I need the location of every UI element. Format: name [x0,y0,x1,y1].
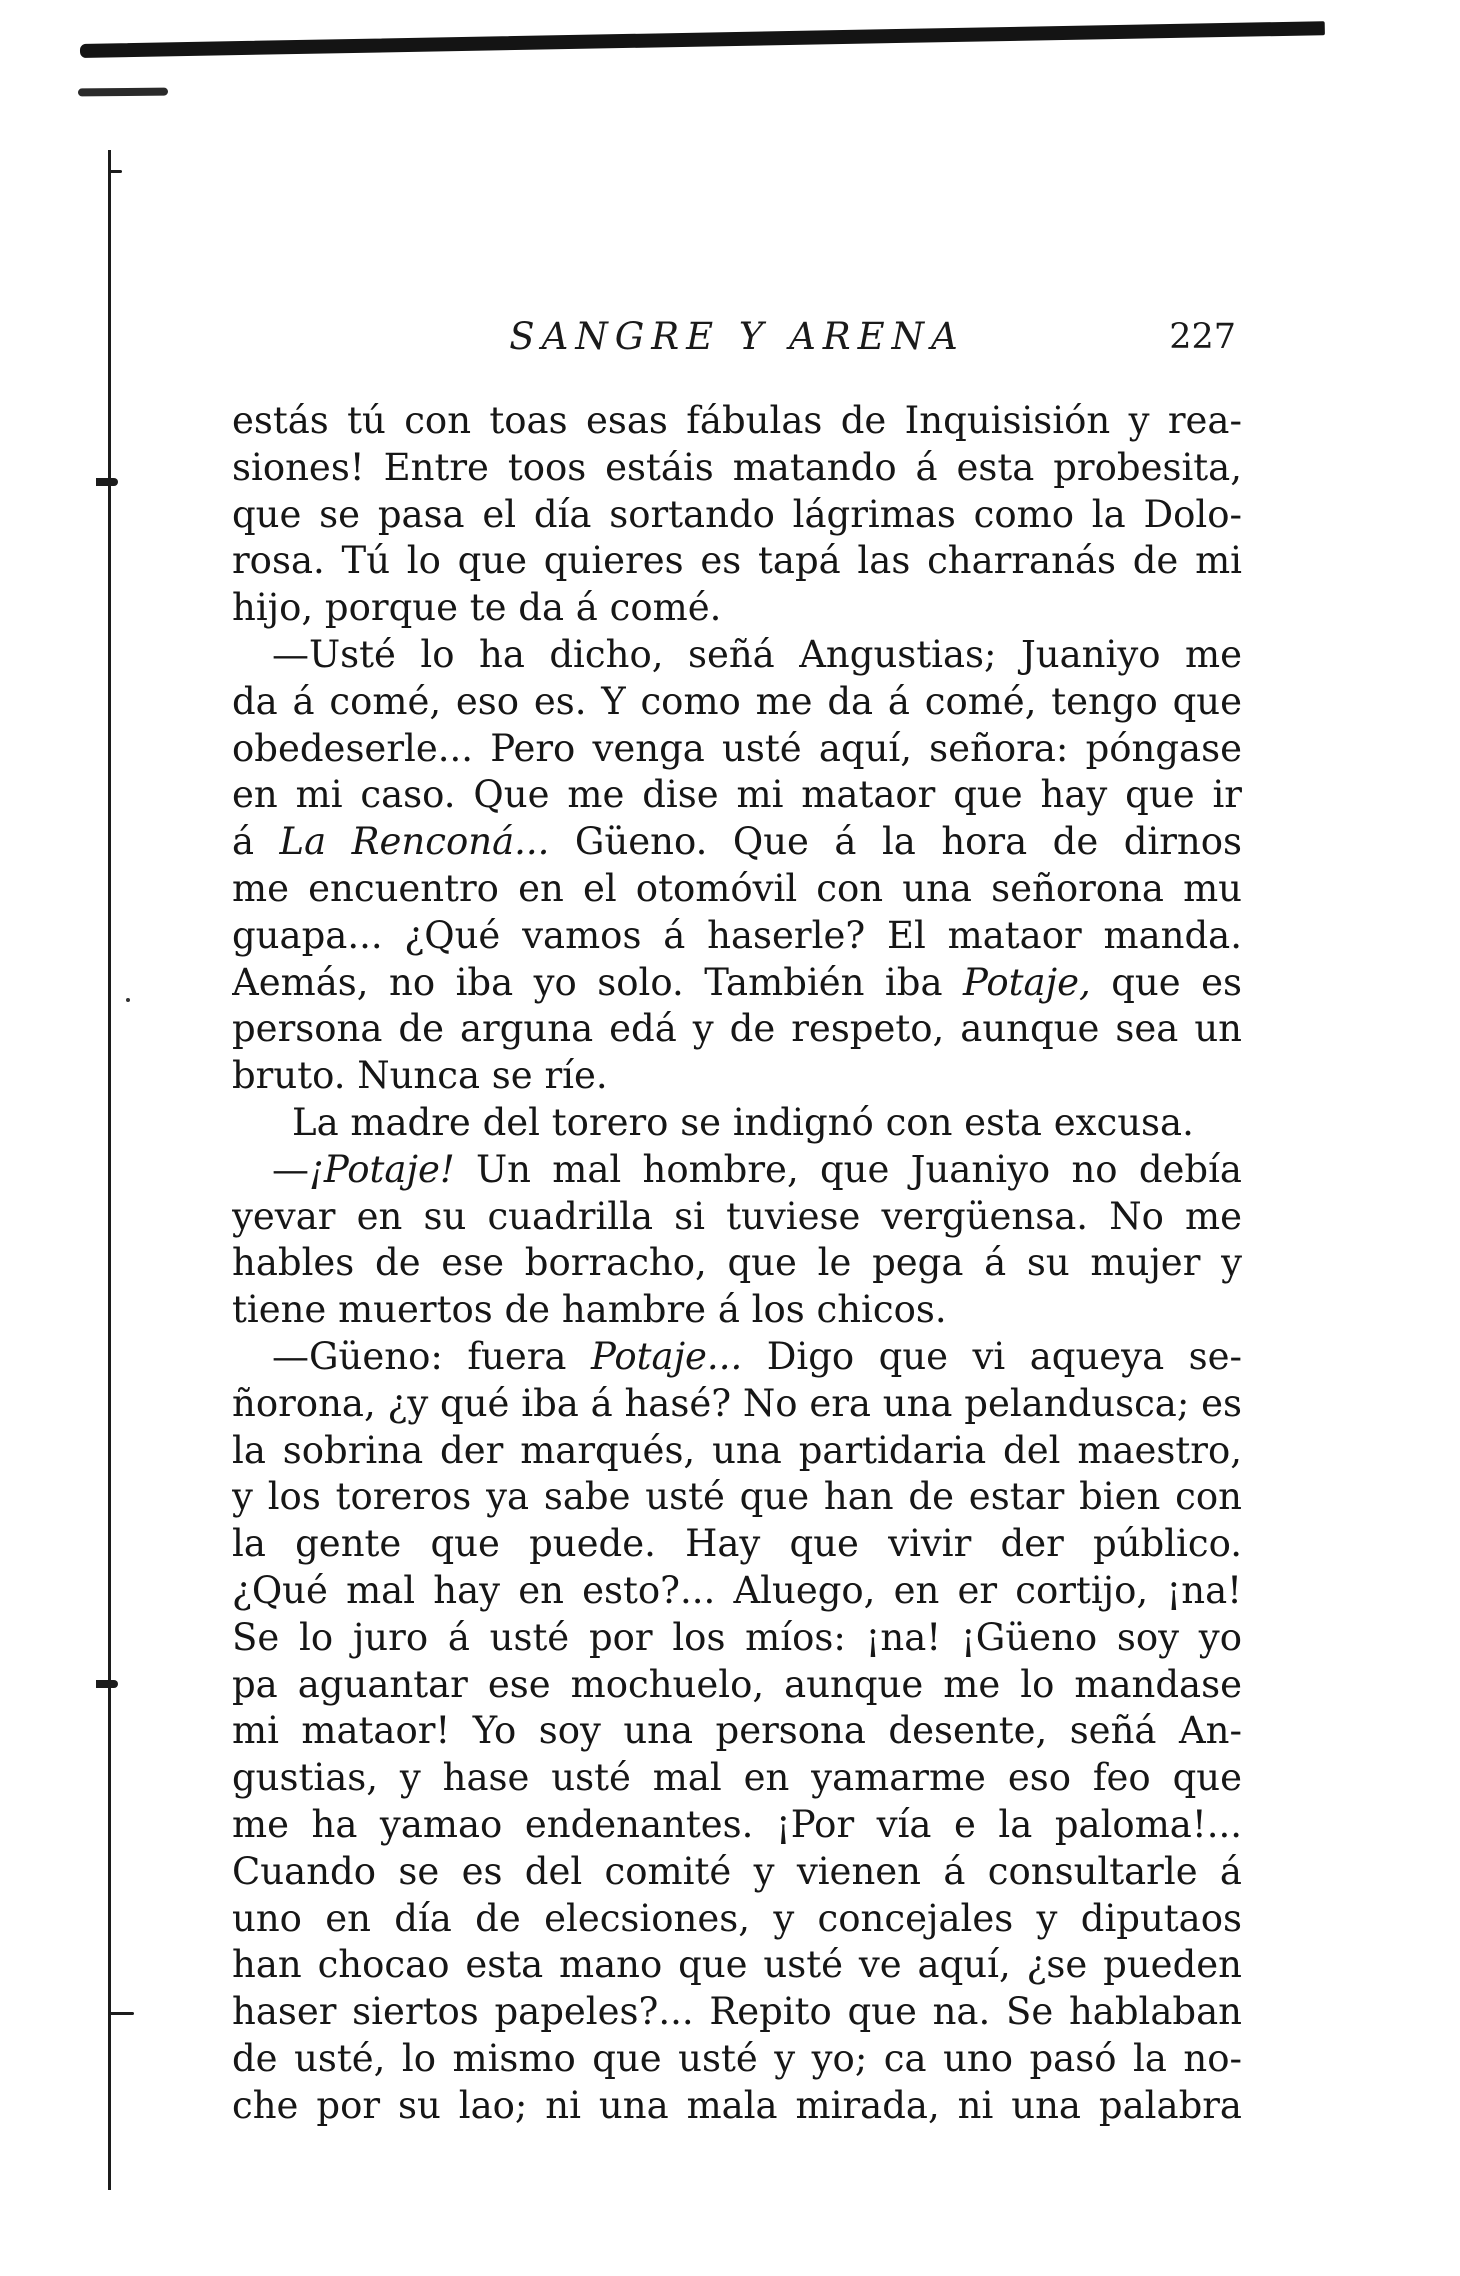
text-line [232,1194,1242,1241]
text-line [232,679,1242,726]
text-line [232,445,1242,492]
text-run: que es [1090,960,1242,1004]
text-line [232,819,1242,866]
text-run: obedeserle... Pero venga usté aquí, señora: póngase [232,726,1242,770]
top-rule [80,21,1325,58]
text-line [232,538,1242,585]
text-run: ñorona, ¿y qué iba á hasé? No era una pelandusca; es [232,1381,1242,1425]
text-run: han chocao esta mano que usté ve aquí, ¿se pueden [232,1943,1242,1987]
text-line [232,1615,1242,1662]
text-run: mi mataor! Yo soy una persona desente, señá An- [232,1709,1242,1753]
binding-mark [108,170,122,173]
text-line [232,632,1242,679]
text-line [232,1568,1242,1615]
text-run: estás tú con toas esas fábulas de Inquisisión y rea- [232,399,1242,442]
binding-mark [108,2012,134,2015]
text-run: y los toreros ya sabe usté que han de estar bien con [232,1475,1242,1519]
text-line [232,1147,1242,1194]
text-line [232,585,1242,632]
text-run: siones! Entre toos estáis matando á esta probesita, [232,445,1242,489]
text-run: me encuentro en el otomóvil con una señorona mu [232,866,1242,910]
text-run: la sobrina der marqués, una partidaria del maestro, [232,1428,1242,1472]
text-run: che por su lao; ni una mala mirada, ni una palabra [232,2083,1242,2127]
text-run: gustias, y hase usté mal en yamarme eso feo que [232,1756,1242,1800]
text-run: yevar en su cuadrilla si tuviese vergüensa. No me [232,1194,1242,1238]
text-run: persona de arguna edá y de respeto, aunque sea un [232,1007,1242,1051]
text-line [232,1334,1242,1381]
text-line [232,492,1242,539]
text-line [232,1053,1242,1100]
binding-line [108,150,111,2190]
text-line [232,1100,1242,1147]
text-run: que se pasa el día sortando lágrimas como la Dolo- [232,492,1242,536]
text-line [232,2036,1242,2083]
text-line [232,1662,1242,1709]
italic-name: Potaje, [963,960,1091,1004]
text-run: —Güeno: fuera [272,1334,591,1378]
text-line [232,1896,1242,1943]
page-number: 227 [1169,317,1236,357]
text-line [232,1006,1242,1053]
text-line [232,1381,1242,1428]
text-line [232,960,1242,1007]
body-text [232,398,1242,2129]
text-run: Aemás, no iba yo solo. También iba [232,960,963,1004]
text-line [232,913,1242,960]
text-line [232,1428,1242,1475]
text-line [232,1942,1242,1989]
text-line [232,726,1242,773]
text-line [232,1802,1242,1849]
text-run: tiene muertos de hambre á los chicos. [232,1288,947,1332]
text-run: bruto. Nunca se ríe. [232,1054,608,1098]
running-title: SANGRE Y ARENA [509,315,965,358]
top-rule-taper [78,88,168,97]
text-run: pa aguantar ese mochuelo, aunque me lo mandase [232,1662,1242,1706]
italic-name: ¡Potaje! [309,1147,455,1191]
text-line [232,398,1242,445]
text-run: en mi caso. Que me dise mi mataor que hay que ir [232,773,1242,817]
text-run: da á comé, eso es. Y como me da á comé, tengo que [232,679,1242,723]
text-run: La madre del torero se indignó con esta excusa. [292,1100,1194,1144]
text-run: guapa... ¿Qué vamos á haserle? El mataor manda. [232,913,1242,957]
text-run: uno en día de elecsiones, y concejales y diputaos [232,1896,1242,1940]
binding-mark [96,478,118,486]
text-run: Digo que vi aqueya se- [742,1334,1242,1378]
text-run: hables de ese borracho, que le pega á su mujer y [232,1241,1242,1285]
text-run: me ha yamao endenantes. ¡Por vía e la paloma!... [232,1802,1242,1846]
text-line [232,1755,1242,1802]
text-run: —Usté lo ha dicho, señá Angustias; Juaniyo me [272,632,1242,676]
text-run: hijo, porque te da á comé. [232,586,722,630]
text-line [232,772,1242,819]
text-line [232,1708,1242,1755]
text-line [232,1240,1242,1287]
text-run: Cuando se es del comité y vienen á consultarle á [232,1849,1242,1893]
binding-mark [96,1680,118,1688]
text-run: haser siertos papeles?... Repito que na. Se hablaban [232,1990,1242,2034]
running-head [232,312,1242,362]
scan-speck [126,998,130,1002]
text-run: Güeno. Que á la hora de dirnos [549,820,1242,864]
text-line [232,866,1242,913]
text-run: — [272,1147,309,1191]
italic-title: La Renconá... [279,820,550,864]
text-line [232,1989,1242,2036]
text-line [232,1287,1242,1334]
text-run: ¿Qué mal hay en esto?... Aluego, en er cortijo, ¡na! [232,1568,1242,1612]
text-run: Un mal hombre, que Juaniyo no debía [454,1147,1242,1191]
text-run: Se lo juro á usté por los míos: ¡na! ¡Güeno soy yo [232,1615,1242,1659]
text-run: á [232,820,280,864]
text-line [232,1521,1242,1568]
text-line [232,2083,1242,2130]
text-line [232,1474,1242,1521]
text-line [232,1849,1242,1896]
text-run: la gente que puede. Hay que vivir der público. [232,1522,1242,1566]
text-run: de usté, lo mismo que usté y yo; ca uno pasó la no- [232,2036,1242,2080]
text-run: rosa. Tú lo que quieres es tapá las charranás de mi [232,539,1242,583]
italic-name: Potaje... [590,1334,743,1378]
